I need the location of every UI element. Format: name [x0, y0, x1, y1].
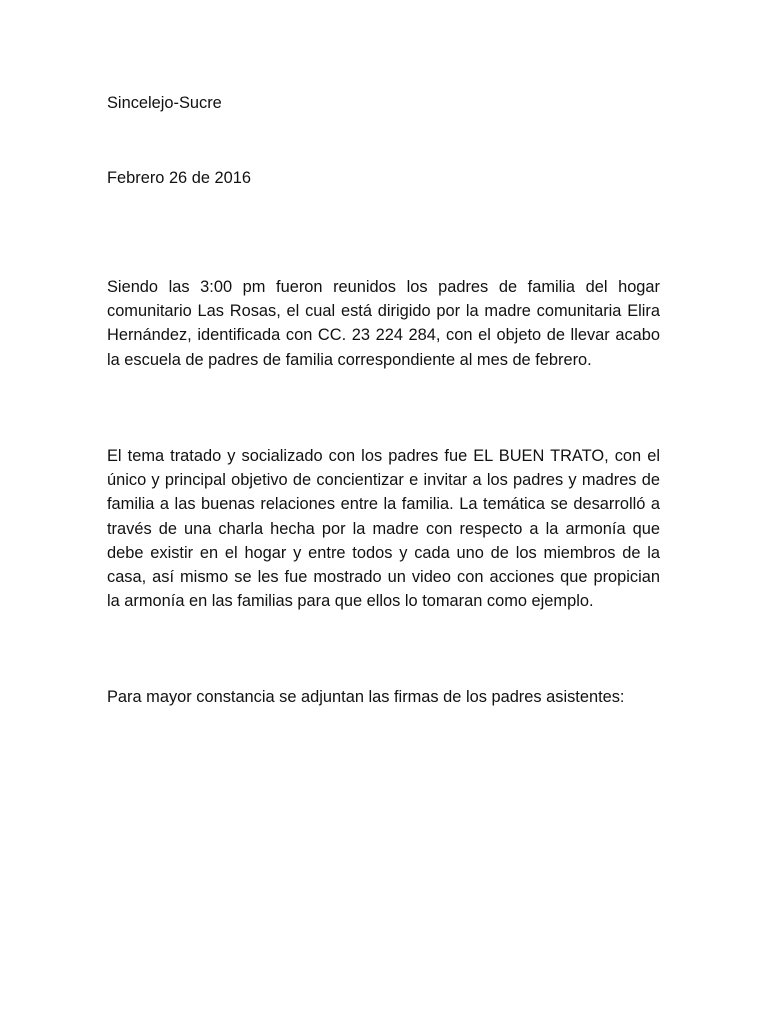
- paragraph-topic: El tema tratado y socializado con los padres fue EL BUEN TRATO, con el único y principal objetivo de concientizar e invitar a los padres y madres de familia a las buenas relaciones entre la familia. La temática se desarrolló a través de una charla hecha por la madre con respecto a la armonía que debe existir en el hogar y entre todos y cada uno de los miembros de la casa, así mismo se les fue mostrado un video con acciones que propician la armonía en las familias para que ellos lo tomaran como ejemplo.: [107, 447, 660, 611]
- document-place: Sincelejo-Sucre: [107, 94, 222, 112]
- paragraph-signatures-note: Para mayor constancia se adjuntan las firmas de los padres asistentes:: [107, 688, 625, 706]
- document-date: Febrero 26 de 2016: [107, 169, 251, 187]
- paragraph-meeting-intro: Siendo las 3:00 pm fueron reunidos los padres de familia del hogar comunitario Las Rosas, el cual está dirigido por la madre comunitaria Elira Hernández, identificada con CC. 23 224 284, con el objeto de llevar acabo la escuela de padres de familia correspondiente al mes de febrero.: [107, 278, 660, 369]
